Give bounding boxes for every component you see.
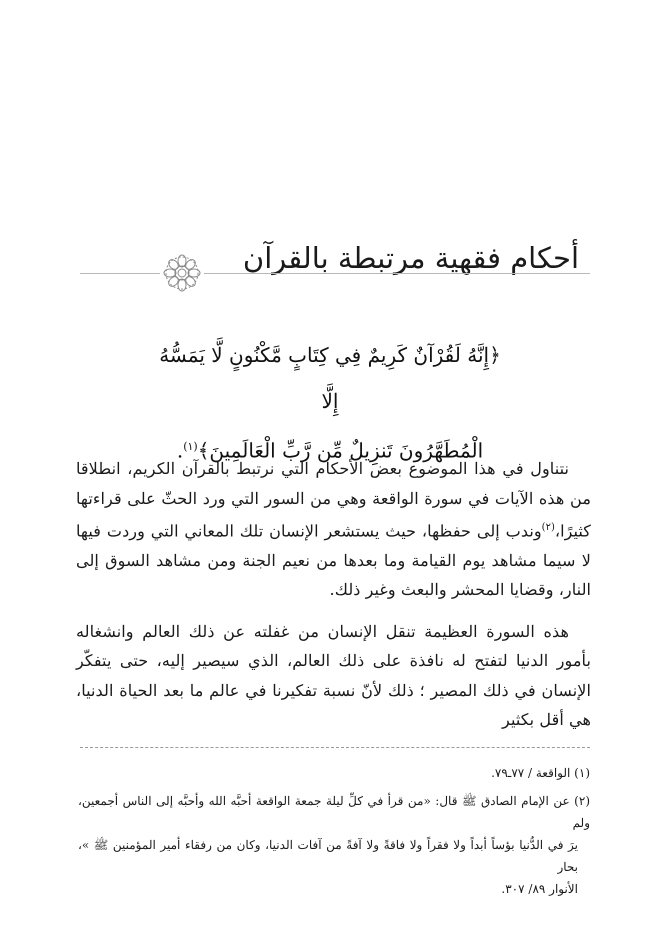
footnote-2-line-3: الأنوار ٨٩/ ٣٠٧. <box>501 882 578 896</box>
paragraph-1-part-1: نتناول في هذا الموضوع بعض الأحكام التي نرتبط بالقرآن الكريم، انطلاقا من هذه الآيات في سورة الواقعة وهي من السور التي ورد الحثّ على قراءتها كثيرًا، <box>76 459 591 541</box>
verse-close-bracket: ﴾ <box>197 438 210 463</box>
verse-line-1 <box>150 332 510 424</box>
paragraph-2: هذه السورة العظيمة تنقل الإنسان من غفلته عن ذلك العالم وانشغاله بأمور الدنيا لتفتح له نافذة على ذلك العالم، الذي سيصير إليه، حتى يتفكّر الإنسان في ذلك المصير ؛ ذلك لأنّ نسبة تفكيرنا في عالم ما بعد الحياة الدنيا، هي أقل بكثير <box>76 621 591 730</box>
footnote-divider <box>80 747 590 748</box>
rosette-ornament-icon <box>160 252 204 294</box>
verse-line-1-text: إِنَّهُ لَقُرْآنٌ كَرِيمٌ فِي كِتَابٍ مَّكْنُونٍ لَّا يَمَسُّهُ إِلَّا <box>159 343 490 413</box>
footnote-2-line-2: يرَ في الدُّنيا بؤساً أبداً ولا فقراً ولا فاقةً ولا آفةً من آفات الدنيا، وكان من رفقاء أمير المؤمنين ﷺ »، بحار <box>78 838 578 874</box>
chapter-title: أحكام فقهية مرتبطة بالقرآن <box>242 241 579 276</box>
footnotes <box>78 762 590 900</box>
footnote-1: (١) الواقعة / ٧٧ـ٧٩. <box>491 766 590 780</box>
verse-footnote-ref: (١) <box>183 440 198 453</box>
quran-verse <box>150 332 510 474</box>
footnote-2-line-1: (٢) عن الإمام الصادق ﷺ قال: «من قرأ في كلِّ ليلة جمعة الواقعة أحبَّه الله وأحبَّه إلى الناس أجمعين، ولم <box>78 794 590 830</box>
verse-open-bracket: ﴿ <box>489 343 501 367</box>
verse-line-2-text: الْمُطَهَّرُونَ تَنزِيلٌ مِّن رَّبِّ الْعَالَمِينَ <box>209 438 484 463</box>
footnote-ref-2: (٢) <box>541 522 555 533</box>
verse-end-mark: . <box>176 438 184 463</box>
paragraph-1-part-2: وندب إلى حفظها، حيث يستشعر الإنسان تلك المعاني التي وردت فيها لا سيما مشاهد يوم القيامة وما بعدها من نعيم الجنة ومن مشاهد السوق إلى النار، وقضايا المحشر والبعث وغير ذلك. <box>76 521 591 600</box>
body-text <box>76 454 591 735</box>
title-divider <box>80 273 590 274</box>
paragraph-1 <box>76 454 591 605</box>
